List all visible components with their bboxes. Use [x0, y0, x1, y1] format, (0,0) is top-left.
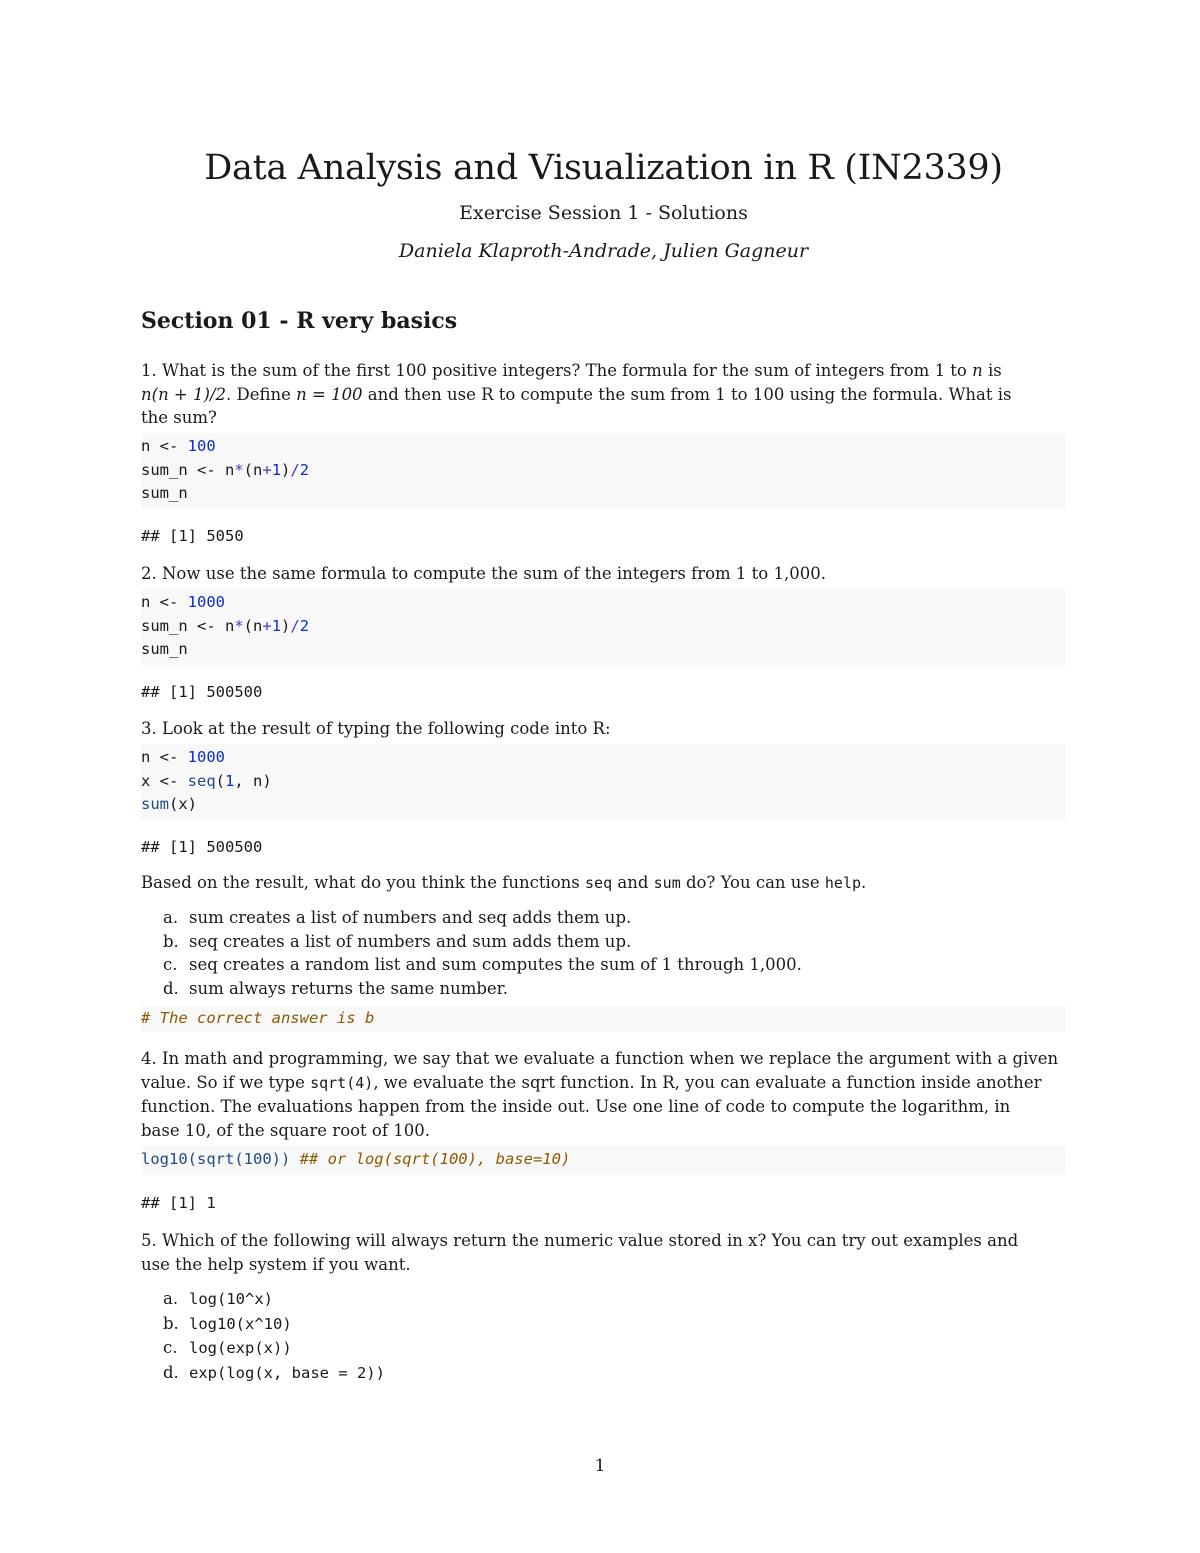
- q3-and-text: and: [612, 873, 654, 892]
- list-item: d. exp(log(x, base = 2)): [163, 1362, 385, 1382]
- list-item: c. seq creates a random list and sum computes the sum of 1 through 1,000.: [163, 955, 802, 974]
- code-block-q4: [141, 1146, 1066, 1175]
- list-item: b. seq creates a list of numbers and sum adds them up.: [163, 931, 632, 951]
- code-line: sum_n <- n*(n+1)/2: [141, 461, 310, 479]
- code-line: n <- 1000: [141, 593, 225, 611]
- page-number: 1: [594, 1456, 606, 1476]
- q3-seq-code: seq: [585, 874, 613, 892]
- list-item: a. log(10^x): [163, 1289, 273, 1308]
- q4-inline-code: sqrt(4): [310, 1073, 374, 1092]
- question-5-text: [141, 1229, 1061, 1276]
- list-item: b. log10(x^10): [163, 1313, 292, 1333]
- code-block-q3: [141, 744, 1066, 820]
- question-3-prompt: [141, 871, 1061, 896]
- q5-options-list: [163, 1287, 385, 1385]
- q3-prompt-text: Based on the result, what do you think the functions: [141, 873, 586, 892]
- question-1-text: [141, 359, 1061, 430]
- code-line: [141, 1150, 570, 1168]
- list-item: d. sum always returns the same number.: [163, 978, 509, 998]
- code-line: sum(x): [141, 795, 197, 813]
- q3-mid-text: do? You can use: [680, 873, 825, 892]
- q1-line1: 1. What is the sum of the first 100 positive integers? The formula for the sum of integers from 1 to: [141, 361, 973, 380]
- output-q3: ## [1] 500500: [141, 838, 263, 856]
- q5-line1: 5. Which of the following will always return the numeric value stored in x? You can try out examples and: [141, 1231, 1019, 1250]
- code-comment: # The correct answer is b: [141, 1009, 375, 1027]
- code-line: sum_n <- n*(n+1)/2: [141, 617, 310, 635]
- q1-formula: n(n + 1)/2: [141, 384, 226, 404]
- q3-help-code: help: [824, 874, 862, 892]
- q1-line3: the sum?: [141, 408, 217, 427]
- list-item: c. log(exp(x)): [163, 1338, 292, 1357]
- q3-options-list: [163, 906, 802, 1000]
- q5-line2: use the help system if you want.: [141, 1254, 411, 1274]
- code-line: sum_n: [141, 640, 188, 658]
- output-q4: ## [1] 1: [141, 1194, 216, 1212]
- document-subtitle: Exercise Session 1 - Solutions: [459, 202, 748, 224]
- list-item: a. sum creates a list of numbers and seq adds them up.: [163, 908, 632, 927]
- q4-line1: 4. In math and programming, we say that we evaluate a function when we replace the argument with a given: [141, 1049, 1059, 1068]
- output-q1: ## [1] 5050: [141, 527, 244, 545]
- q4-code-comment: ## or log(sqrt(100), base=10): [299, 1150, 571, 1168]
- q3-end-text: .: [861, 873, 867, 892]
- document-authors: Daniela Klaproth-Andrade, Julien Gagneur: [398, 240, 809, 262]
- q1-line1-var: n: [972, 361, 983, 380]
- code-line: n <- 1000: [141, 748, 225, 766]
- q4-line2-pre: value. So if we type: [141, 1072, 311, 1092]
- code-line: x <- seq(1, n): [141, 772, 272, 790]
- code-block-q1: [141, 433, 1066, 509]
- q1-equation: n = 100: [296, 384, 363, 404]
- q4-line2-post: , we evaluate the sqrt function. In R, you can evaluate a function inside another: [373, 1072, 1042, 1092]
- q3-sum-code: sum: [653, 874, 681, 892]
- code-block-q2: [141, 589, 1066, 665]
- question-4-text: [141, 1047, 1061, 1142]
- q1-line2-end: and then use R to compute the sum from 1 to 100 using the formula. What is: [362, 384, 1012, 404]
- q1-line1-end: is: [982, 361, 1002, 380]
- q4-code: log10(sqrt(100)): [141, 1150, 291, 1168]
- q1-line2-rest: . Define: [226, 384, 297, 404]
- question-2-text: 2. Now use the same formula to compute the sum of the integers from 1 to 1,000.: [141, 564, 826, 583]
- question-3-text: 3. Look at the result of typing the following code into R:: [141, 719, 611, 738]
- output-q2: ## [1] 500500: [141, 683, 263, 701]
- code-number: 100: [187, 437, 216, 455]
- code-line: sum_n: [141, 484, 188, 502]
- code-line: n <- 100: [141, 437, 216, 455]
- q4-line3: function. The evaluations happen from the inside out. Use one line of code to compute the logarithm, in: [141, 1097, 1011, 1116]
- q4-line4: base 10, of the square root of 100.: [141, 1120, 430, 1140]
- document-title: Data Analysis and Visualization in R (IN2339): [204, 148, 1003, 188]
- section-heading: Section 01 - R very basics: [141, 308, 458, 334]
- code-block-q3-answer: [141, 1006, 1066, 1032]
